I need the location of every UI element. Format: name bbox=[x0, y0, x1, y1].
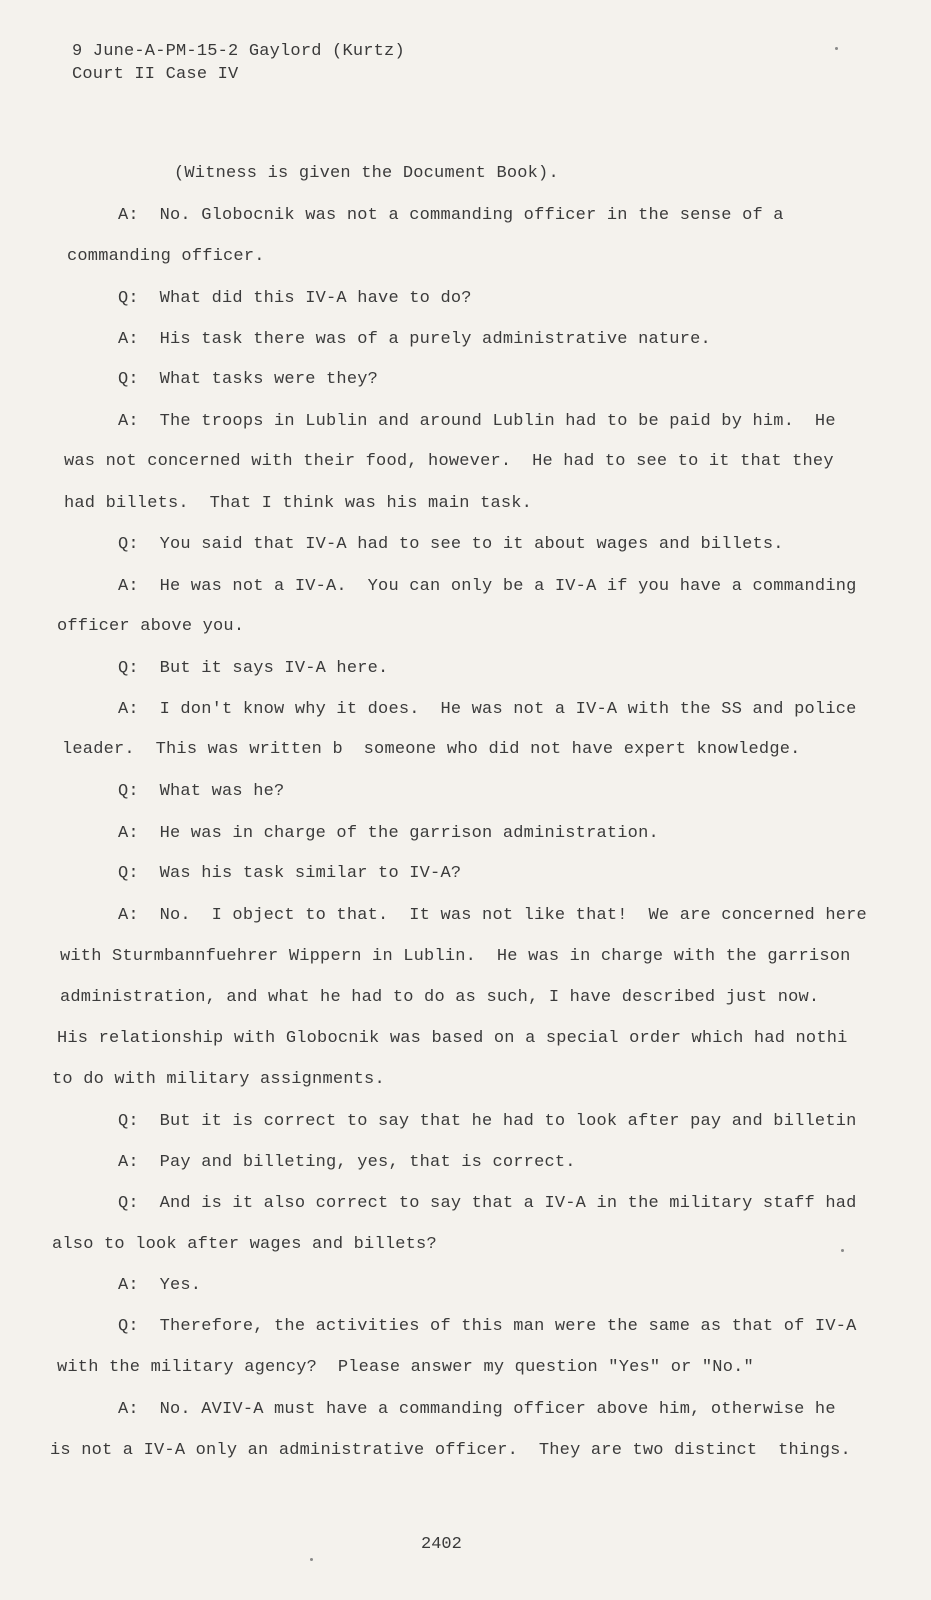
transcript-line: A: Yes. bbox=[118, 1276, 202, 1295]
transcript-line: Q: What was he? bbox=[118, 782, 285, 801]
transcript-line: A: No. I object to that. It was not like that! We are concerned here bbox=[118, 906, 867, 925]
header-line-date: 9 June-A-PM-15-2 Gaylord (Kurtz) bbox=[72, 42, 405, 61]
page-number: 2402 bbox=[421, 1535, 462, 1554]
transcript-line: A: He was in charge of the garrison administration. bbox=[118, 824, 659, 843]
transcript-line: is not a IV-A only an administrative officer. They are two distinct things. bbox=[50, 1441, 851, 1460]
transcript-line: Q: What did this IV-A have to do? bbox=[118, 289, 472, 308]
transcript-line: officer above you. bbox=[57, 617, 245, 636]
transcript-line: Q: And is it also correct to say that a IV-A in the military staff had bbox=[118, 1194, 857, 1213]
transcript-line: A: I don't know why it does. He was not a IV-A with the SS and police bbox=[118, 700, 857, 719]
transcript-line: Q: But it is correct to say that he had to look after pay and billetin bbox=[118, 1112, 857, 1131]
transcript-line: commanding officer. bbox=[67, 247, 265, 266]
transcript-line: A: He was not a IV-A. You can only be a IV-A if you have a commanding bbox=[118, 577, 857, 596]
transcript-line: leader. This was written b someone who did not have expert knowledge. bbox=[62, 740, 801, 759]
document-header bbox=[72, 40, 405, 86]
paper-speck bbox=[841, 1249, 844, 1252]
transcript-line: had billets. That I think was his main task. bbox=[64, 494, 533, 513]
transcript-line: also to look after wages and billets? bbox=[52, 1235, 437, 1254]
transcript-line: was not concerned with their food, however. He had to see to it that they bbox=[64, 452, 834, 471]
transcript-line: A: No. Globocnik was not a commanding officer in the sense of a bbox=[118, 206, 784, 225]
paper-speck bbox=[310, 1558, 313, 1561]
header-line-court: Court II Case IV bbox=[72, 65, 239, 84]
transcript-line: Q: You said that IV-A had to see to it about wages and billets. bbox=[118, 535, 784, 554]
transcript-line: with the military agency? Please answer my question "Yes" or "No." bbox=[57, 1358, 754, 1377]
transcript-line: with Sturmbannfuehrer Wippern in Lublin. He was in charge with the garrison bbox=[60, 947, 851, 966]
transcript-line: A: Pay and billeting, yes, that is correct. bbox=[118, 1153, 576, 1172]
transcript-line: to do with military assignments. bbox=[52, 1070, 385, 1089]
transcript-line: (Witness is given the Document Book). bbox=[174, 164, 559, 183]
transcript-line: Q: What tasks were they? bbox=[118, 370, 379, 389]
paper-speck bbox=[835, 47, 838, 50]
transcript-line: Q: Was his task similar to IV-A? bbox=[118, 864, 462, 883]
transcript-line: A: His task there was of a purely administrative nature. bbox=[118, 330, 711, 349]
transcript-line: Q: But it says IV-A here. bbox=[118, 659, 389, 678]
transcript-line: A: No. AVIV-A must have a commanding officer above him, otherwise he bbox=[118, 1400, 836, 1419]
transcript-line: administration, and what he had to do as such, I have described just now. bbox=[60, 988, 820, 1007]
transcript-line: His relationship with Globocnik was based on a special order which had nothi bbox=[57, 1029, 848, 1048]
transcript-line: Q: Therefore, the activities of this man were the same as that of IV-A bbox=[118, 1317, 857, 1336]
transcript-line: A: The troops in Lublin and around Lublin had to be paid by him. He bbox=[118, 412, 836, 431]
